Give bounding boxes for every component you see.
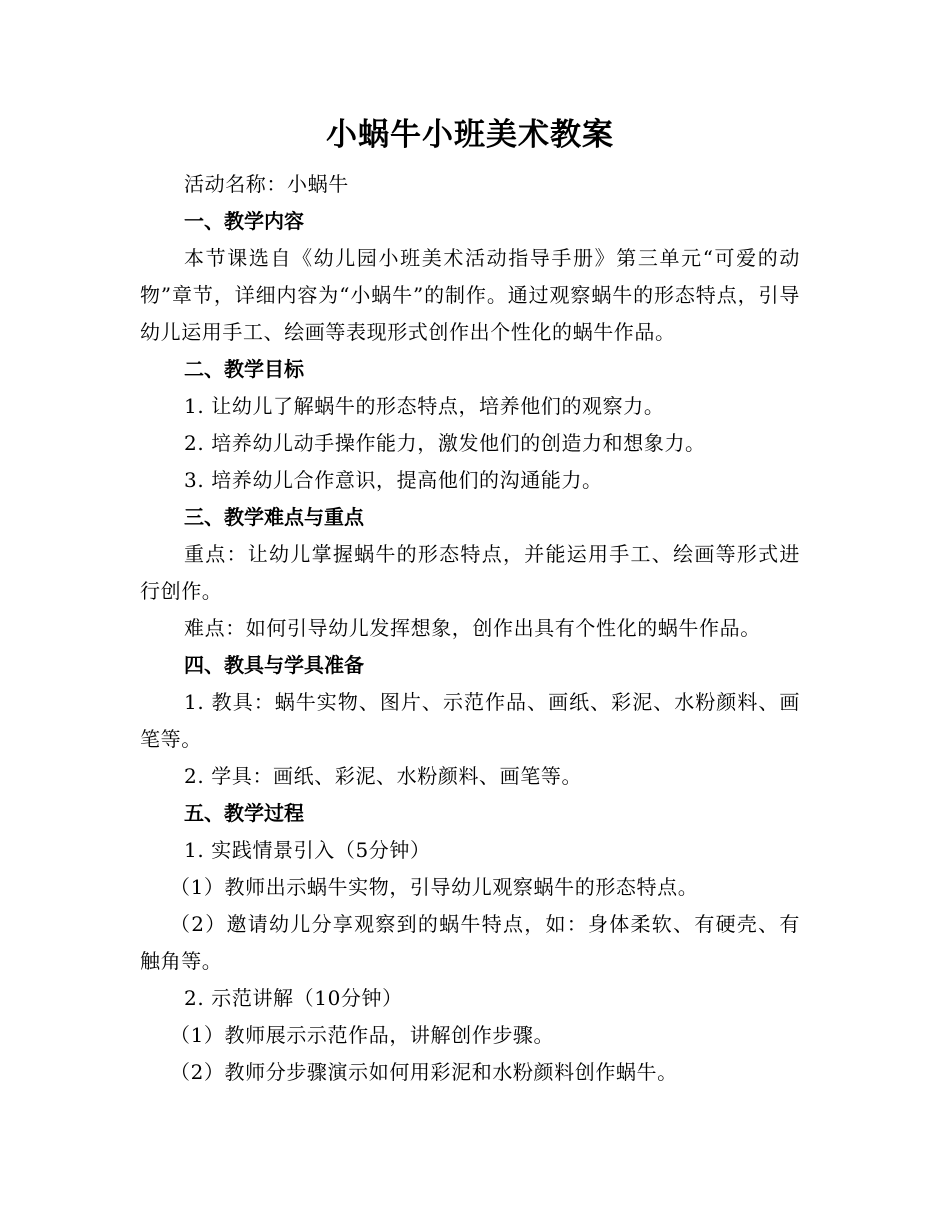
key-point-paragraph: 重点：让幼儿掌握蜗牛的形态特点，并能运用手工、绘画等形式进行创作。 xyxy=(140,542,800,603)
section-heading-key-points: 三、教学难点与重点 xyxy=(184,505,364,529)
section-heading-content: 一、教学内容 xyxy=(184,209,304,233)
process-step-2-sub-1: （1）教师展示示范作品，讲解创作步骤。 xyxy=(170,1023,555,1047)
section-heading-materials: 四、教具与学具准备 xyxy=(184,653,364,677)
materials-item-1: 1. 教具：蜗牛实物、图片、示范作品、画纸、彩泥、水粉颜料、画笔等。 xyxy=(140,690,800,751)
process-step-2-sub-2: （2）教师分步骤演示如何用彩泥和水粉颜料创作蜗牛。 xyxy=(170,1060,678,1084)
document-title: 小蜗牛小班美术教案 xyxy=(326,117,614,153)
process-step-1: 1. 实践情景引入（5分钟） xyxy=(184,838,431,862)
materials-item-2: 2. 学具：画纸、彩泥、水粉颜料、画笔等。 xyxy=(184,764,583,788)
goal-item-2: 2. 培养幼儿动手操作能力，激发他们的创造力和想象力。 xyxy=(184,431,706,455)
process-step-1-sub-1: （1）教师出示蜗牛实物，引导幼儿观察蜗牛的形态特点。 xyxy=(170,875,699,899)
section-heading-process: 五、教学过程 xyxy=(184,801,304,825)
difficulty-paragraph: 难点：如何引导幼儿发挥想象，创作出具有个性化的蜗牛作品。 xyxy=(184,616,761,640)
goal-item-3: 3. 培养幼儿合作意识，提高他们的沟通能力。 xyxy=(184,468,603,492)
section-heading-goals: 二、教学目标 xyxy=(184,357,304,381)
activity-name: 活动名称：小蜗牛 xyxy=(184,172,349,196)
process-step-2: 2. 示范讲解（10分钟） xyxy=(184,986,403,1010)
document-page xyxy=(140,108,800,1091)
process-step-1-sub-2: （2）邀请幼儿分享观察到的蜗牛特点，如：身体柔软、有硬壳、有触角等。 xyxy=(140,912,800,973)
goal-item-1: 1. 让幼儿了解蜗牛的形态特点，培养他们的观察力。 xyxy=(184,394,665,418)
content-paragraph: 本节课选自《幼儿园小班美术活动指导手册》第三单元“可爱的动物”章节，详细内容为“小蜗牛”的制作。通过观察蜗牛的形态特点，引导幼儿运用手工、绘画等表现形式创作出个性化的蜗牛作品。 xyxy=(140,246,800,344)
